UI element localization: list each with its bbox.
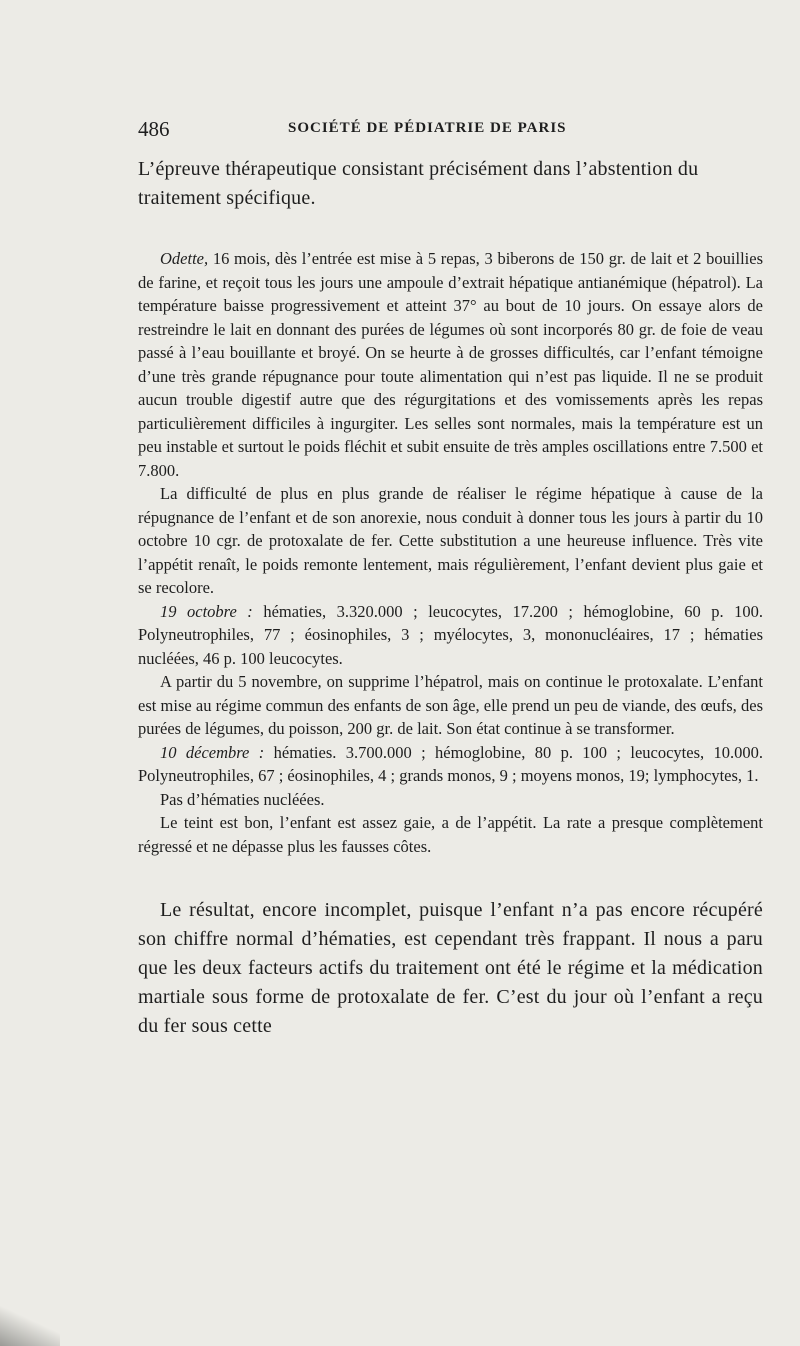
page-header bbox=[138, 117, 765, 143]
state-paragraph: Le teint est bon, l’enfant est assez gaie, a de l’appétit. La rate a presque complètement régressé et ne dépasse plus les fausses côtes. bbox=[138, 813, 763, 856]
intro-paragraph: L’épreuve thérapeutique consistant précisément dans l’abstention du traitement spécifique. bbox=[138, 158, 699, 209]
case-paragraph bbox=[138, 247, 763, 482]
december-exam bbox=[138, 741, 763, 788]
november-paragraph: A partir du 5 novembre, on supprime l’hépatrol, mais on continue le protoxalate. L’enfant est mise au régime commun des enfants de son âge, elle prend un peu de viande, des œufs, des purées de légumes, du poisson, 200 gr. de lait. Son état continue à se transformer. bbox=[138, 672, 763, 738]
conclusion-paragraph: Le résultat, encore incomplet, puisque l’enfant n’a pas encore récupéré son chiffre normal d’hématies, est cependant très frappant. Il nous a paru que les deux facteurs actifs du traitement ont été le régime et la médication martiale sous forme de protoxalate de fer. C’est du jour où l’enfant a reçu du fer sous cette bbox=[138, 899, 763, 1037]
case-name: Odette, bbox=[160, 249, 209, 268]
december-text: hématies. 3.700.000 ; hémoglobine, 80 p. 100 ; leucocytes, 10.000. Polyneutrophiles, 67 ; éosinophiles, 4 ; grands monos, 9 ; moyens monos, 19; lymphocytes, 1. bbox=[138, 742, 763, 785]
scan-edge-shadow bbox=[0, 1306, 60, 1346]
october-date: 19 octobre : bbox=[160, 601, 253, 621]
no-nucleated: Pas d’hématies nucléées. bbox=[160, 789, 325, 809]
december-date: 10 décembre : bbox=[160, 742, 265, 762]
page-body bbox=[138, 155, 763, 1041]
page-number: 486 bbox=[138, 117, 170, 141]
october-text: hématies, 3.320.000 ; leucocytes, 17.200 ; hémoglobine, 60 p. 100. Polyneutrophiles, 77 ; éosinophiles, 3 ; myélocytes, 3, mononucléaires, 17 ; hématies nucléées, 46 p. 100 leucocytes. bbox=[138, 601, 763, 668]
october-exam bbox=[138, 600, 763, 671]
case-report bbox=[138, 247, 763, 858]
difficulty-paragraph: La difficulté de plus en plus grande de réaliser le régime hépatique à cause de la répugnance de l’enfant et de son anorexie, nous conduit à donner tous les jours à partir du 10 octobre 10 cgr. de protoxalate de fer. Cette substitution a une heureuse influence. Très vite l’appétit renaît, le poids remonte lentement, mais régulièrement, l’enfant devient plus gaie et se recolore. bbox=[138, 484, 763, 597]
case-text: 16 mois, dès l’entrée est mise à 5 repas, 3 biberons de 150 gr. de lait et 2 bouillies de farine, et reçoit tous les jours une ampoule d’extrait hépatique antianémique (hépatrol). La température baisse progressivement et atteint 37° au bout de 10 jours. On essaye alors de restreindre le lait en donnant des purées de légumes où sont incorporés 80 gr. de foie de veau passé à l’eau bouillante et broyé. On se heurte à de grosses difficultés, car l’enfant témoigne d’une très grande répugnance pour toute alimentation qui n’est pas liquide. Il ne se produit aucun trouble digestif autre que des régurgitations et des vomissements après les repas particulièrement difficiles à ingurgiter. Les selles sont normales, mais la température est un peu instable et surtout le poids fléchit et subit ensuite de très amples oscillations entre 7.500 et 7.800. bbox=[138, 249, 763, 480]
running-title: SOCIÉTÉ DE PÉDIATRIE DE PARIS bbox=[288, 120, 567, 136]
